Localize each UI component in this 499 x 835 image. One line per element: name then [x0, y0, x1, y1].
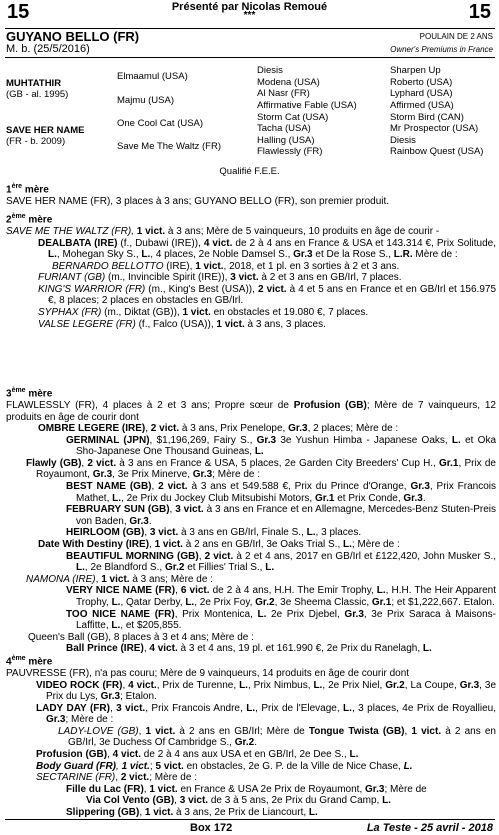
text-span: ; Mère de : — [351, 539, 400, 551]
text-span: Gr.2 — [255, 597, 275, 609]
text-span: Date With Destiny (IRE) — [38, 539, 150, 551]
heading-word: mère — [25, 388, 53, 400]
text-span: , — [145, 423, 151, 435]
text-span: à 3 ans, 2e Prix de Liancourt, — [173, 807, 309, 819]
produce-video-rock — [6, 680, 496, 703]
produce-sectarine — [6, 772, 496, 784]
text-span: à 3 ans en GB/Irl, Finale S., — [178, 527, 307, 539]
text-span: ; Mère de : — [212, 469, 261, 481]
text-span: en France & USA 2e Prix de Royaumont, — [177, 783, 366, 795]
text-span: Gr.1 — [371, 597, 392, 609]
text-span: 4 vict. — [128, 679, 157, 691]
text-span: , — [198, 550, 205, 562]
text-span: , 2 places; Mère de : — [307, 423, 399, 435]
produce-heirloom — [6, 527, 496, 539]
produce-too-nice-name — [6, 609, 496, 632]
text-span: BERNARDO BELLOTTO — [52, 260, 164, 272]
pedigree-gen3-8: Flawlessly (FR) — [257, 146, 323, 157]
text-span: 6 vict. — [180, 585, 210, 597]
text-span: Gr.3 — [459, 679, 480, 691]
section-heading-2 — [6, 211, 496, 226]
text-span: L.R. — [393, 249, 413, 261]
text-span: et Prix Conde, — [334, 492, 404, 504]
text-span: 3 vict. — [230, 272, 259, 284]
text-span: KING'S WARRIOR (FR) — [38, 283, 146, 295]
text-span: 2 vict. — [257, 283, 287, 295]
text-span: Gr.3 — [403, 492, 423, 504]
text-span: , 3e Sheema Classic, — [274, 597, 372, 609]
text-span: Mère de : — [412, 249, 458, 261]
horse-birth: M. b. (25/5/2016) — [6, 43, 90, 55]
heading-num: 3 — [6, 388, 12, 400]
dam-2-line — [6, 226, 496, 238]
text-span: et De la Rose S., — [312, 249, 394, 261]
produce-body-guard — [6, 761, 496, 773]
produce-valse-legere — [6, 319, 496, 331]
text-span: , — [122, 679, 129, 691]
text-span: Gr.3 — [365, 783, 385, 795]
produce-beautiful-morning — [6, 551, 496, 574]
sire-name: MUHTATHIR — [6, 78, 62, 89]
text-span: à 3 ans en France et en Allemagne, Mercedes-Benz Stuten-Preis von Baden, — [76, 504, 496, 527]
text-span: à 2 et 3 ans en GB/Irl, 7 places. — [258, 272, 402, 284]
text-span: Gr.2 — [234, 737, 255, 749]
text-span: L. — [349, 749, 359, 761]
text-span: 4 vict. — [149, 643, 178, 655]
text-span: DEALBATA (IRE) — [38, 237, 118, 249]
section-3eme-mere — [6, 385, 496, 655]
text-span: à 4 et 5 ans en France et en GB/Irl et 156.975 €, 8 places; 2 places en obstacles en GB/Irl. — [48, 283, 497, 307]
text-span: , 3e Prix Saraca à Maisons-Laffitte, — [76, 608, 496, 632]
text-span: , — [109, 702, 117, 714]
text-span: HEIRLOOM (GB) — [66, 527, 145, 539]
text-span: , Mohegan Sky S., — [56, 249, 142, 261]
text-span: L. — [239, 679, 248, 691]
dam-1-line: SAVE HER NAME (FR), 3 places à 3 ans; GUYANO BELLO (FR), son premier produit. — [6, 195, 390, 207]
pedigree-gen4-4: Affirmed (USA) — [390, 100, 454, 111]
section-heading-1 — [6, 181, 496, 196]
text-span: Flawly (GB) — [26, 457, 82, 469]
text-span: Ball Prince (IRE) — [66, 643, 144, 655]
pedigree-divider — [5, 57, 495, 58]
pedigree-gen4-8: Rainbow Quest (USA) — [390, 146, 484, 157]
text-span: 3e Yushun Himba - Japanese Oaks, — [276, 434, 452, 446]
text-span: , H.H. The Heir Apparent Trophy, — [76, 585, 496, 609]
text-span: L. — [422, 643, 432, 655]
text-span: VERY NICE NAME (FR) — [66, 585, 176, 597]
text-span: Gr.2 — [164, 562, 185, 574]
text-span: 1 vict. — [136, 225, 166, 237]
text-span: L. — [111, 597, 121, 609]
heading-word: mère — [22, 184, 49, 196]
produce-kings-warrior — [6, 284, 496, 307]
text-span: de 2 à 4 ans, H.H. The Emir Trophy, — [209, 585, 377, 597]
text-span: TOO NICE NAME (FR) — [66, 608, 175, 620]
text-span: , 2e Blandford S., — [84, 562, 165, 574]
text-span: L. — [306, 527, 316, 539]
text-span: , et $205,855. — [120, 620, 182, 632]
text-span: 3 vict. — [175, 504, 204, 516]
text-span: , — [151, 481, 159, 493]
text-span: ; Mère de : — [149, 772, 197, 784]
text-span: de 3 à 5 ans, 2e Prix du Grand Camp, — [208, 795, 383, 807]
produce-germinal — [6, 435, 496, 458]
text-span: , Prix Nimbus, — [247, 679, 314, 691]
text-span: , La Coupe, — [404, 679, 460, 691]
heading-word: mère — [25, 656, 53, 668]
sale-info: La Teste - 25 avril - 2018 — [366, 822, 493, 834]
text-span: de 2 à 4 ans aux USA et en GB/Irl, 2e Dee S., — [141, 749, 350, 761]
text-span: Body Guard (FR) — [36, 760, 116, 772]
text-span: 1 vict. — [121, 760, 150, 772]
text-span: , 2e Prix du Jockey Club Mitsubishi Motors, — [121, 492, 315, 504]
text-span: 1 vict. — [101, 573, 130, 585]
horse-category: POULAIN DE 2 ANS — [419, 32, 493, 41]
box-number: Box 172 — [190, 822, 233, 834]
text-span: Fille du Lac (FR) — [66, 783, 144, 795]
text-span: de 2 à 4 ans en France & USA et 143.314 €, Prix Solitude, — [232, 237, 496, 249]
text-span: à 3 ans; Mère de 5 vainqueurs, 10 produits en âge de courir - — [165, 225, 440, 237]
text-span: en obstacles et 19.080 €, 7 places. — [210, 307, 369, 319]
dam-info: (FR - b. 2009) — [6, 136, 66, 147]
text-span: L. — [112, 492, 122, 504]
pedigree-gen4-6: Mr Prospector (USA) — [390, 123, 479, 134]
text-span: Gr.2 — [385, 679, 405, 691]
produce-lady-day — [6, 703, 496, 726]
pedigree-gen2-1: Elmaamul (USA) — [117, 71, 188, 82]
text-span: Profusion (GB) — [36, 749, 108, 761]
section-2eme-mere — [6, 211, 496, 330]
produce-dealbata — [6, 238, 496, 261]
produce-syphax — [6, 307, 496, 319]
text-span: , — [175, 585, 181, 597]
text-span: BEAUTIFUL MORNING (GB) — [66, 550, 199, 562]
text-span: , 3e Prix du Lys, — [46, 679, 497, 703]
text-span: L. — [185, 597, 195, 609]
text-span: Slippering (GB) — [66, 807, 140, 819]
text-span: 2 vict. — [120, 772, 150, 784]
text-span: SAVE ME THE WALTZ (FR), — [6, 225, 137, 237]
pedigree-gen4-3: Lyphard (USA) — [390, 88, 453, 99]
text-span: L. — [111, 620, 121, 632]
section-heading-3 — [6, 385, 496, 400]
pedigree-gen4-2: Roberto (USA) — [390, 77, 453, 88]
text-span: OMBRE LEGERE (IRE) — [38, 423, 146, 435]
pedigree-gen3-4: Affirmative Fable (USA) — [257, 100, 357, 111]
text-span: Tongue Twista (GB) — [308, 725, 405, 737]
text-span: 2e Prix Djebel, — [266, 608, 345, 620]
text-span: VIDEO ROCK (FR) — [36, 679, 123, 691]
text-span: Gr.3 — [100, 691, 121, 703]
text-span: (f., Falco (USA)), — [135, 318, 217, 330]
text-span: en obstacles, 2e G. P. de la Ville de Nice Chase, — [183, 760, 404, 772]
heading-word: mère — [25, 214, 53, 226]
heading-sup: ème — [11, 213, 26, 220]
lot-number-right: 15 — [468, 1, 491, 23]
text-span: GERMINAL (JPN) — [66, 434, 150, 446]
text-span: , — [144, 527, 150, 539]
produce-best-name — [6, 481, 496, 504]
text-span: , — [149, 539, 155, 551]
section-1ere-mere — [6, 181, 496, 208]
text-span: Gr.3 — [344, 608, 364, 620]
pedigree-gen3-7: Halling (USA) — [257, 135, 315, 146]
text-span: à 3 ans; Mère de : — [129, 573, 213, 585]
pedigree-gen3-3: Al Nasr (FR) — [257, 88, 310, 99]
text-span: SYPHAX (FR) — [38, 307, 102, 319]
produce-fille-du-lac — [6, 784, 496, 796]
text-span: , — [169, 504, 176, 516]
text-span: , Prix de Turenne, — [156, 679, 240, 691]
text-span: , — [404, 725, 412, 737]
text-span: à 2 ans en GB/Irl, 3e Oaks Trial S., — [182, 539, 344, 551]
text-span: , — [139, 807, 145, 819]
dam-3-line — [6, 400, 496, 423]
text-span: , $1,196,269, Fairy S., — [149, 434, 257, 446]
text-span: Gr.3 — [192, 469, 213, 481]
text-span: , — [95, 573, 102, 585]
text-span: FURIANT (GB) — [38, 272, 106, 284]
text-span: L. — [265, 562, 275, 574]
produce-profusion — [6, 749, 496, 761]
text-span: , — [115, 772, 121, 784]
presenter-stars: *** — [243, 10, 256, 21]
text-span: à 2 ans en GB/Irl, 3e Duchess Of Cambridge S., — [68, 725, 496, 749]
heading-sup: ème — [11, 387, 26, 394]
pedigree-gen2-4: Save Me The Waltz (FR) — [117, 141, 221, 152]
produce-slippering — [6, 807, 496, 819]
text-span: L. — [343, 539, 352, 551]
text-span: 2 vict. — [87, 457, 117, 469]
text-span: Gr.3 — [410, 481, 430, 493]
heading-sup: ère — [11, 183, 23, 190]
text-span: Profusion (GB) — [293, 399, 367, 411]
produce-flawly — [6, 458, 496, 481]
text-span: L. — [343, 702, 352, 714]
text-span: SECTARINE (FR) — [36, 772, 116, 784]
text-span: Gr.1 — [315, 492, 335, 504]
text-span: ; Mère de : — [65, 714, 114, 726]
text-span: . — [422, 492, 426, 504]
text-span: et Fillies' Trial S., — [184, 562, 266, 574]
presenter-line: Présenté par Nicolas Remoué — [171, 1, 328, 13]
text-span: , Prix Francois Andre, — [145, 702, 247, 714]
produce-namona — [6, 574, 496, 586]
text-span: ; Mère de — [384, 783, 427, 795]
text-span: 4 vict. — [112, 749, 142, 761]
text-span: , Prix Montenica, — [174, 608, 258, 620]
owner-premiums: Owner's Premiums in France — [390, 45, 493, 54]
section-4eme-mere — [6, 653, 496, 819]
text-span: , — [138, 725, 146, 737]
text-span: L. — [451, 434, 461, 446]
text-span: à 3 et 4 ans, 19 pl. et 161.990 €, 2e Prix du Ranelagh, — [177, 643, 423, 655]
text-span: , 3e Prix Minerve, — [112, 469, 193, 481]
produce-very-nice-name — [6, 585, 496, 608]
produce-february-sun — [6, 504, 496, 527]
text-span: . — [148, 515, 152, 527]
pedigree-gen4-1: Sharpen Up — [390, 65, 441, 76]
text-span: 1 vict. — [149, 783, 178, 795]
text-span: LADY DAY (FR) — [36, 702, 110, 714]
text-span: NAMONA (IRE) — [26, 573, 96, 585]
produce-via-col-vento — [6, 795, 496, 807]
text-span: . — [254, 737, 257, 749]
text-span: , — [81, 457, 88, 469]
text-span: L. — [254, 446, 264, 458]
text-span: L. — [257, 608, 267, 620]
sire-info: (GB - al. 1995) — [6, 89, 69, 100]
footer-divider — [5, 819, 495, 820]
text-span: 3 vict. — [179, 795, 209, 807]
text-span: FEBRUARY SUN (GB) — [66, 504, 170, 516]
text-span: L. — [403, 760, 413, 772]
text-span: L. — [376, 585, 386, 597]
lot-number-left: 15 — [7, 1, 30, 23]
text-span: à 2 ans en GB/Irl; Mère de — [175, 725, 309, 737]
produce-furiant — [6, 272, 496, 284]
text-span: 2 vict. — [150, 423, 180, 435]
heading-sup: ème — [11, 655, 26, 662]
text-span: L. — [308, 807, 318, 819]
pedigree-gen2-3: One Cool Cat (USA) — [117, 118, 204, 129]
heading-num: 1 — [6, 184, 12, 196]
text-span: 1 vict. — [195, 260, 224, 272]
dam-name: SAVE HER NAME — [6, 125, 85, 136]
text-span: ; Etalon. — [120, 691, 157, 703]
text-span: Gr.3 — [293, 249, 313, 261]
text-span: L. — [313, 679, 323, 691]
text-span: , 2018, et 1 pl. en 3 sorties à 2 et 3 ans. — [223, 260, 400, 272]
text-span: Gr.3 — [92, 469, 113, 481]
text-span: Gr.3 — [256, 434, 277, 446]
text-span: à 3 ans, Prix Penelope, — [179, 423, 289, 435]
text-span: ; Mère de 7 vainqueurs, 12 produits en âge de courir dont — [6, 399, 496, 423]
produce-bernardo-bellotto — [6, 261, 496, 273]
text-span: et Oka Sho-Japanese One Thousand Guineas, — [76, 434, 497, 458]
text-span: , — [116, 760, 122, 772]
dam-4-line: PAUVRESSE (FR), n'a pas couru; Mère de 9 vainqueurs, 14 produits en âge de courir dont — [6, 667, 410, 679]
pedigree-gen3-6: Tacha (USA) — [257, 123, 311, 134]
text-span: LADY-LOVE (GB) — [58, 725, 139, 737]
text-span: 3 vict. — [116, 702, 146, 714]
text-span: Gr.3 — [129, 515, 149, 527]
text-span: L. — [382, 795, 391, 807]
text-span: , 2e Prix Foy, — [194, 597, 256, 609]
produce-lady-love — [6, 726, 496, 749]
text-span: ; et $1,222,667. Etalon. — [391, 597, 495, 609]
text-span: à 2 et 4 ans, 2017 en GB/Irl et £122,420, John Musker S., — [233, 550, 496, 562]
text-span: , 4 places, 2e Noble Damsel S., — [150, 249, 294, 261]
text-span: à 3 ans, 3 places. — [244, 318, 326, 330]
text-span: , — [143, 783, 150, 795]
text-span: VALSE LEGERE (FR) — [38, 318, 136, 330]
text-span: ; — [149, 760, 156, 772]
text-span: , — [107, 749, 113, 761]
text-span: 5 vict. — [155, 760, 184, 772]
qualification: Qualifié F.E.E. — [219, 166, 280, 177]
pedigree-gen2-2: Majmu (USA) — [117, 95, 175, 106]
text-span: , Qatar Derby, — [120, 597, 186, 609]
text-span: , 2e Prix Niel, — [322, 679, 386, 691]
text-span: (f., Dubawi (IRE)), — [117, 237, 204, 249]
produce-date-with-destiny — [6, 539, 496, 551]
text-span: 1 vict. — [411, 725, 442, 737]
text-span: L. — [48, 249, 57, 261]
pedigree-gen3-2: Modena (USA) — [257, 77, 320, 88]
horse-name: GUYANO BELLO (FR) — [6, 29, 140, 44]
text-span: 1 vict. — [216, 318, 245, 330]
text-span: Via Col Vento (GB) — [86, 795, 175, 807]
text-span: , 3 places. — [315, 527, 362, 539]
text-span: BEST NAME (GB) — [66, 481, 152, 493]
pedigree-gen4-5: Storm Bird (CAN) — [390, 112, 464, 123]
text-span: (IRE), — [163, 260, 196, 272]
text-span: 1 vict. — [144, 807, 174, 819]
text-span: (m., Invincible Spirit (IRE)), — [105, 272, 231, 284]
produce-queens-ball: Queen's Ball (GB), 8 places à 3 et 4 ans; Mère de : — [28, 631, 254, 643]
text-span: Gr.1 — [439, 457, 459, 469]
text-span: 1 vict. — [182, 307, 211, 319]
text-span: Gr.3 — [46, 714, 66, 726]
text-span: Gr.3 — [288, 423, 308, 435]
text-span: 1 vict. — [145, 725, 176, 737]
pedigree-gen3-5: Storm Cat (USA) — [257, 112, 329, 123]
text-span: 1 vict. — [154, 539, 183, 551]
text-span: 2 vict. — [158, 481, 188, 493]
text-span: 2 vict. — [204, 550, 234, 562]
text-span: , Prix de Royaumont, — [36, 457, 496, 481]
text-span: (m., King's Best (USA)), — [145, 283, 258, 295]
text-span: , — [174, 795, 180, 807]
section-heading-4 — [6, 653, 496, 668]
produce-ombre-legere — [6, 423, 496, 435]
text-span: FLAWLESSLY (FR), 4 places à 2 et 3 ans; Propre sœur de — [6, 399, 294, 411]
text-span: , Prix Francois Mathet, — [76, 481, 496, 504]
text-span: , — [143, 643, 150, 655]
text-span: L. — [141, 249, 151, 261]
text-span: 4 vict. — [203, 237, 233, 249]
text-span: L. — [76, 562, 85, 574]
text-span: à 3 ans et 549.588 €, Prix du Prince d'Orange, — [187, 481, 411, 493]
text-span: , 3 places, 4e Prix de Royallieu, — [351, 702, 496, 714]
heading-num: 2 — [6, 214, 12, 226]
pedigree-gen3-1: Diesis — [257, 65, 283, 76]
text-span: (m., Diktat (GB)), — [101, 307, 183, 319]
heading-num: 4 — [6, 656, 12, 668]
text-span: 3 vict. — [149, 527, 179, 539]
pedigree-gen4-7: Diesis — [390, 135, 416, 146]
text-span: à 3 ans en France & USA, 5 places, 2e Garden City Breeders' Cup H., — [116, 457, 440, 469]
text-span: L. — [246, 702, 256, 714]
text-span: , Prix de l'Elevage, — [255, 702, 344, 714]
